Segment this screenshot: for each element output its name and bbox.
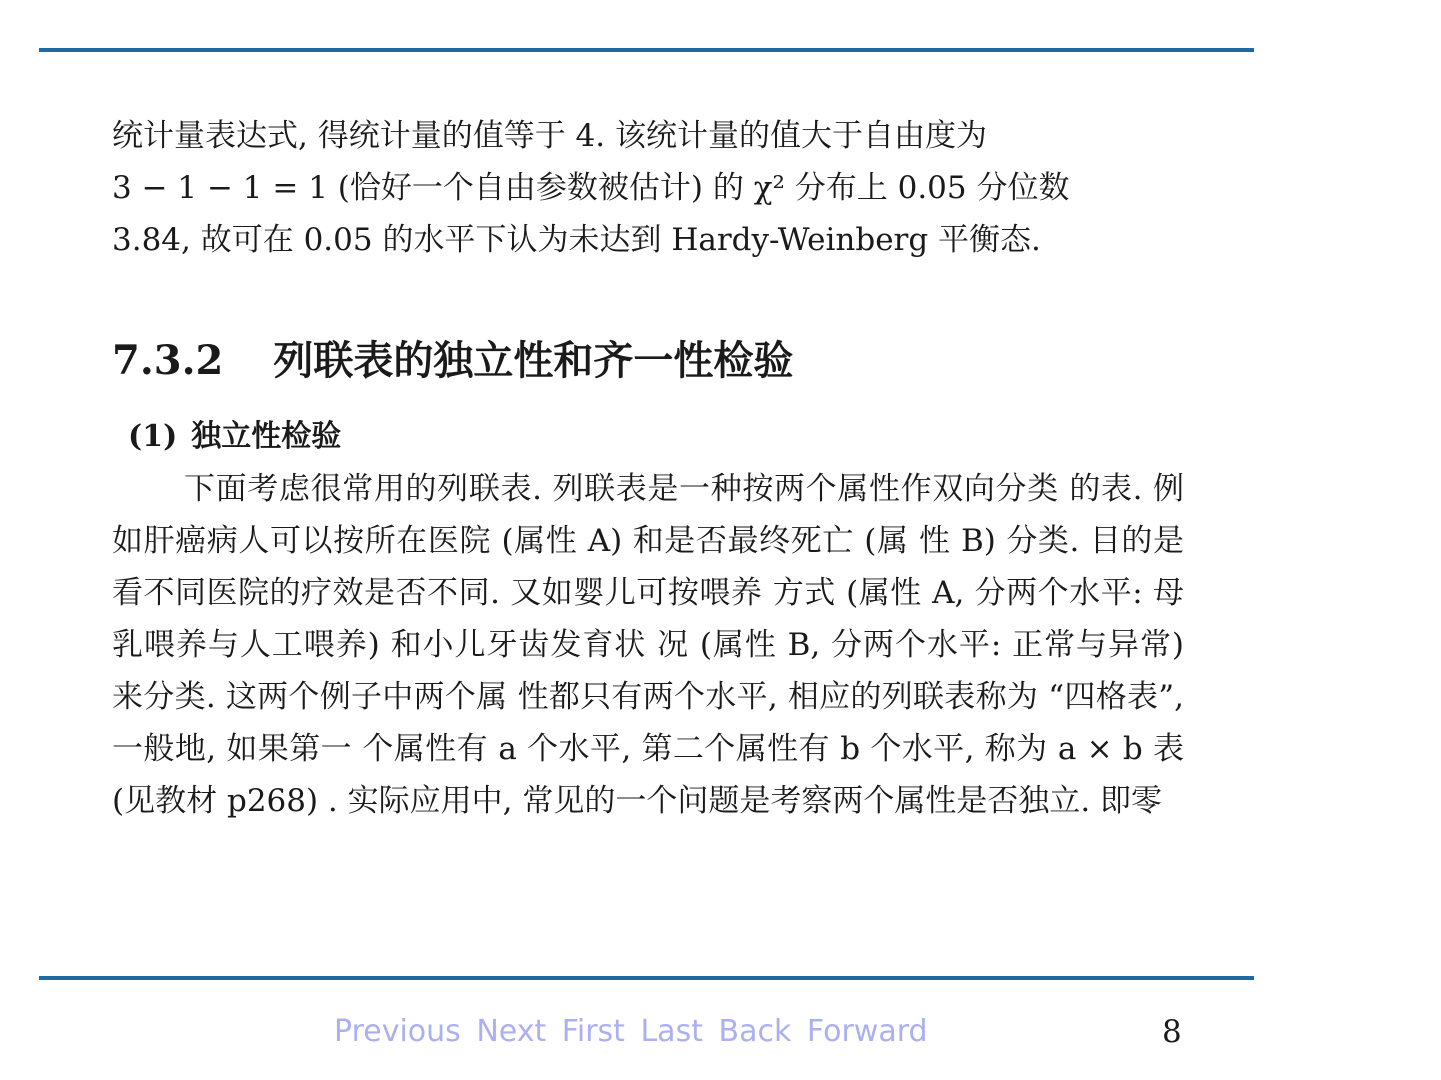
subsection-number: (1) <box>128 419 178 454</box>
top-paragraph-line-3: 3.84, 故可在 0.05 的水平下认为未达到 Hardy-Weinberg 平衡态. <box>112 222 1041 258</box>
nav-first-link[interactable]: First <box>561 1014 625 1049</box>
body-line-4: 方式 (属性 A, 分两个水平: 母乳喂养与人工喂养) 和小儿牙齿发育状 <box>112 575 1184 663</box>
footer-navigation <box>334 1010 934 1054</box>
nav-forward-link[interactable]: Forward <box>806 1014 928 1049</box>
slide-content <box>112 110 1184 819</box>
section-title: 列联表的独立性和齐一性检验 <box>273 338 794 384</box>
nav-next-link[interactable]: Next <box>476 1014 547 1049</box>
top-rule <box>39 48 1254 52</box>
top-paragraph <box>112 110 1184 266</box>
top-paragraph-line-1: 统计量表达式, 得统计量的值等于 4. 该统计量的值大于自由度为 <box>112 118 987 154</box>
body-line-8: p268) . 实际应用中, 常见的一个问题是考察两个属性是否独立. 即零 <box>226 783 1163 819</box>
page-number: 8 <box>1162 1014 1182 1050</box>
body-line-7: 个属性有 a 个水平, 第二个属性有 b 个水平, 称为 a × b 表 (见教材 <box>112 731 1184 819</box>
top-paragraph-line-2: 3 − 1 − 1 = 1 (恰好一个自由参数被估计) 的 χ² 分布上 0.05 分位数 <box>112 170 1070 206</box>
body-line-3: 性 B) 分类. 目的是看不同医院的疗效是否不同. 又如婴儿可按喂养 <box>112 523 1184 611</box>
body-line-5: 况 (属性 B, 分两个水平: 正常与异常) 来分类. 这两个例子中两个属 <box>112 627 1184 715</box>
nav-back-link[interactable]: Back <box>718 1014 792 1049</box>
section-number: 7.3.2 <box>112 337 224 384</box>
subsection-title: 独立性检验 <box>191 419 342 454</box>
nav-last-link[interactable]: Last <box>640 1014 703 1049</box>
nav-previous-link[interactable]: Previous <box>334 1014 461 1049</box>
body-line-6: 性都只有两个水平, 相应的列联表称为 “四格表”, 一般地, 如果第一 <box>112 679 1184 767</box>
subsection-heading <box>128 417 341 457</box>
body-paragraph <box>112 463 1184 827</box>
bottom-rule <box>39 976 1254 980</box>
body-line-2: 的表. 例如肝癌病人可以按所在医院 (属性 A) 和是否最终死亡 (属 <box>112 471 1184 559</box>
body-line-1: 下面考虑很常用的列联表. 列联表是一种按两个属性作双向分类 <box>184 471 1059 507</box>
section-heading <box>112 336 793 386</box>
